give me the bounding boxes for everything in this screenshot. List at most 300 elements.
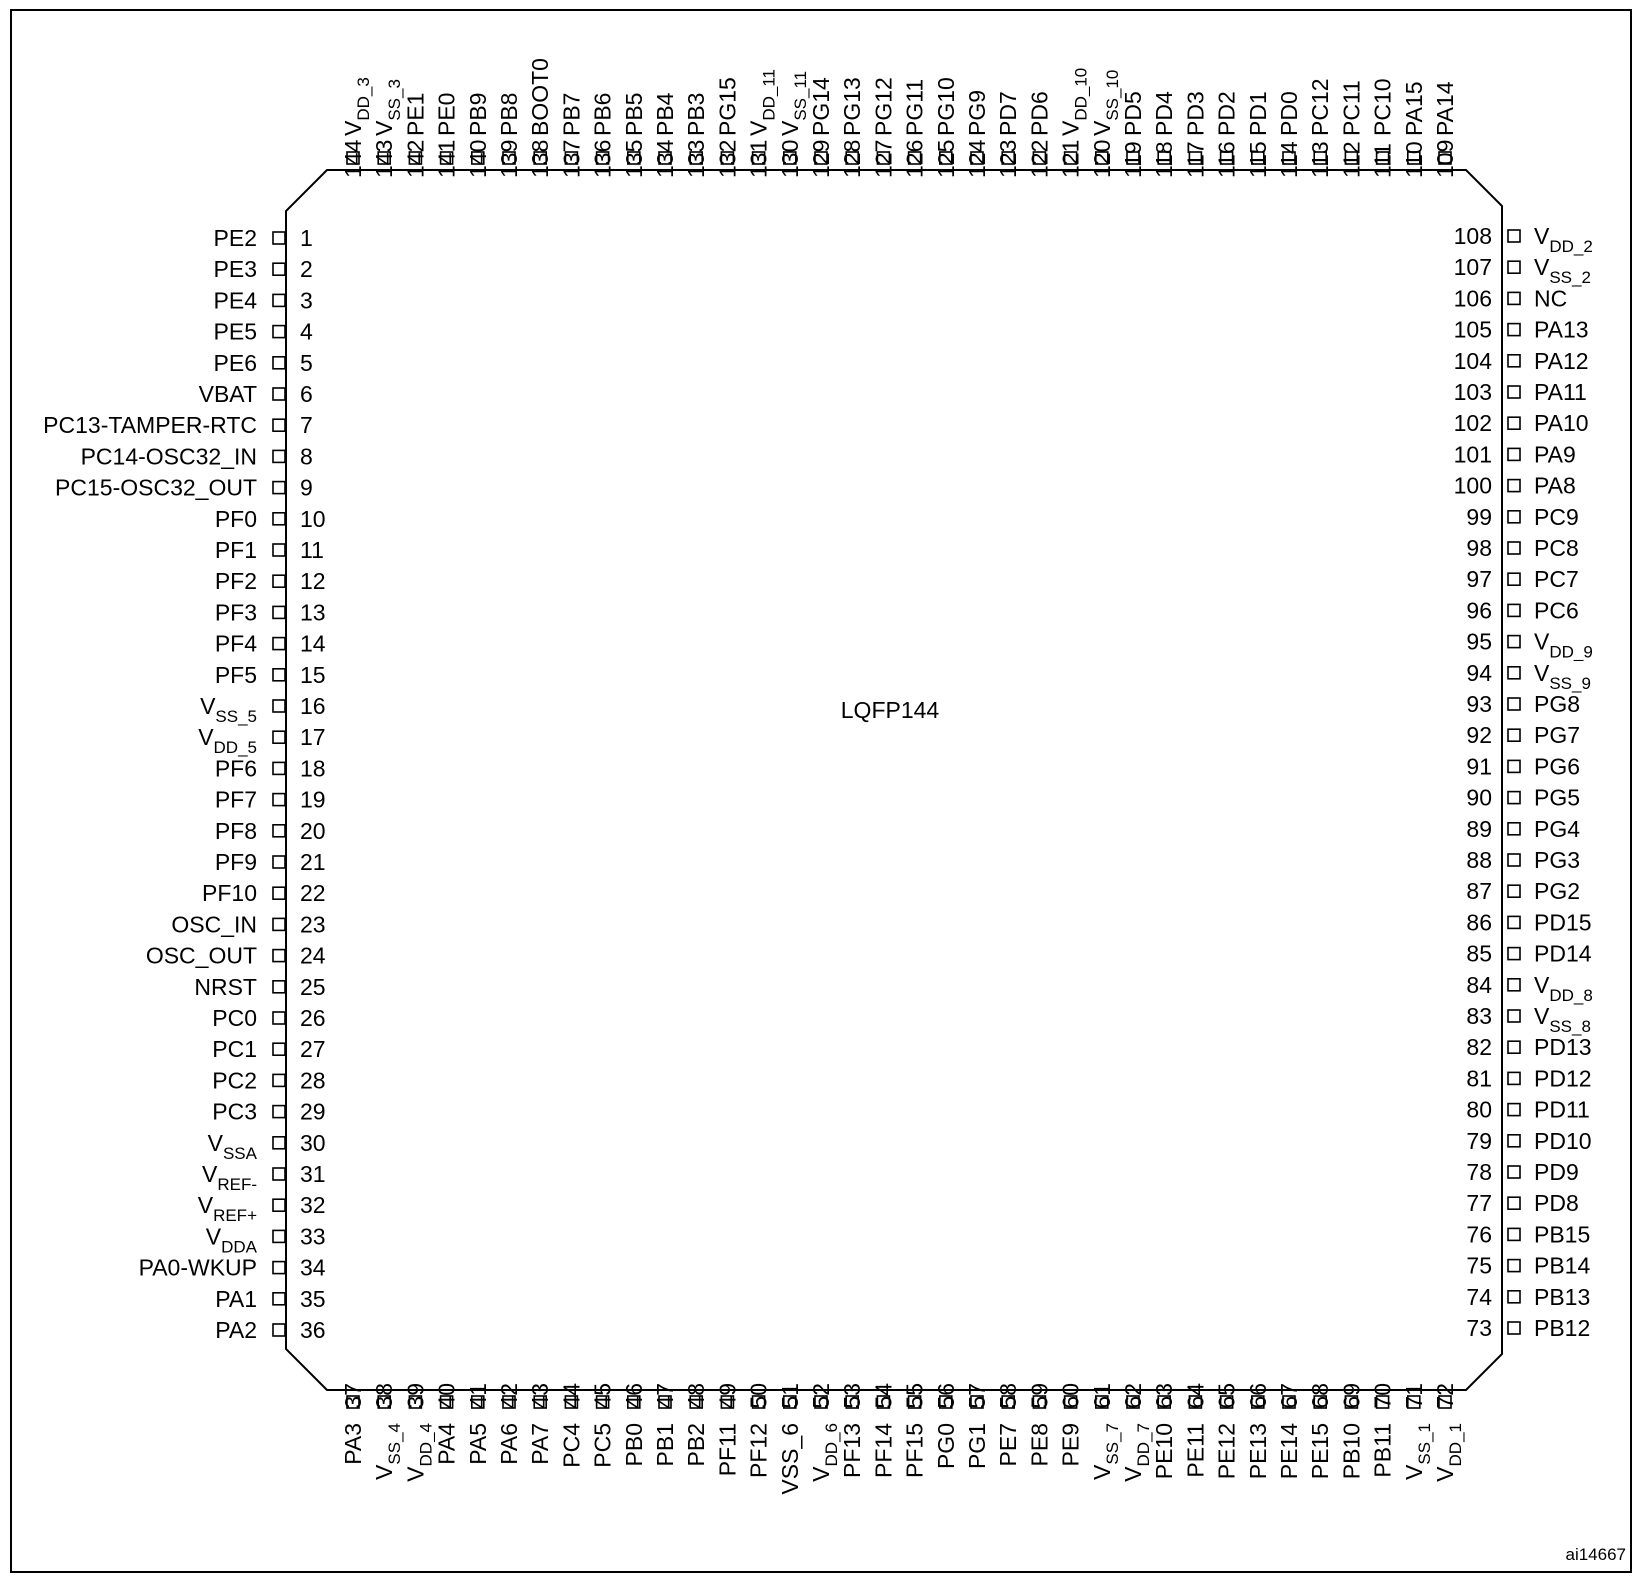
pin-number: 114 bbox=[1276, 141, 1302, 178]
pin-bottom-67 bbox=[1276, 1383, 1302, 1479]
pin-number: 80 bbox=[1466, 1096, 1492, 1123]
pin-label: $V_{SS\_1}$ bbox=[1400, 1423, 1434, 1480]
pin-top-138 bbox=[527, 58, 553, 178]
pin-number: 43 bbox=[527, 1383, 554, 1409]
pin-number: 26 bbox=[300, 1005, 326, 1031]
pin-label: PG8 bbox=[1534, 691, 1581, 717]
pin-number: 101 bbox=[1453, 441, 1492, 468]
pin-pad bbox=[273, 294, 285, 306]
pin-label: PF6 bbox=[214, 755, 257, 782]
pin-number: 142 bbox=[402, 139, 429, 178]
pin-label: $V_{SS\_9}$ bbox=[1534, 659, 1591, 693]
pin-number: 5 bbox=[300, 349, 313, 376]
pin-number: 32 bbox=[300, 1192, 326, 1219]
pin-bottom-65 bbox=[1214, 1383, 1240, 1479]
pin-number: 138 bbox=[527, 139, 554, 178]
pin-bottom-40 bbox=[434, 1383, 460, 1465]
pin-number: 40 bbox=[433, 1383, 460, 1409]
figure-id: ai14667 bbox=[1565, 1545, 1626, 1564]
pin-pad bbox=[273, 762, 285, 774]
pin-label: PD11 bbox=[1534, 1096, 1590, 1123]
pin-number: 88 bbox=[1466, 847, 1492, 873]
pin-top-126 bbox=[902, 79, 928, 178]
pin-pad bbox=[1508, 1072, 1520, 1084]
pin-label: PA6 bbox=[496, 1423, 522, 1465]
pin-number: 123 bbox=[995, 139, 1022, 178]
pin-number: 11 bbox=[300, 537, 324, 563]
pin-pad bbox=[273, 1043, 285, 1055]
pin-pad bbox=[273, 544, 285, 556]
pin-bottom-64 bbox=[1182, 1383, 1208, 1478]
pin-number: 92 bbox=[1466, 722, 1492, 749]
pin-pad bbox=[273, 1324, 285, 1336]
pin-label: PA9 bbox=[1534, 441, 1576, 468]
pin-label: PE9 bbox=[1057, 1423, 1084, 1467]
pin-top-134 bbox=[652, 92, 678, 178]
pin-label: PB2 bbox=[683, 1423, 710, 1467]
pin-bottom-59 bbox=[1026, 1383, 1052, 1466]
pin-number: 70 bbox=[1369, 1383, 1396, 1409]
pin-bottom-46 bbox=[621, 1383, 647, 1466]
pin-number: 34 bbox=[300, 1254, 326, 1281]
pin-bottom-43 bbox=[527, 1383, 553, 1465]
pin-pad bbox=[273, 326, 285, 338]
pin-top-133 bbox=[683, 93, 709, 178]
pin-top-137 bbox=[558, 93, 584, 178]
pin-number: 122 bbox=[1026, 139, 1053, 178]
pin-number: 78 bbox=[1466, 1159, 1492, 1185]
pin-label: PE15 bbox=[1307, 1423, 1334, 1480]
pin-bottom-44 bbox=[558, 1383, 584, 1468]
pin-label: PG1 bbox=[964, 1423, 990, 1470]
pin-number: 7 bbox=[300, 412, 313, 439]
pin-top-141 bbox=[434, 93, 460, 178]
pin-number: 104 bbox=[1453, 347, 1492, 374]
pin-pad bbox=[273, 1137, 285, 1149]
pin-pad bbox=[1508, 1322, 1520, 1334]
pin-number: 63 bbox=[1151, 1383, 1178, 1409]
pin-bottom-58 bbox=[995, 1383, 1021, 1466]
pin-number: 30 bbox=[300, 1129, 326, 1156]
pin-pad bbox=[273, 1074, 285, 1086]
pin-number: 108 bbox=[1453, 223, 1492, 249]
pin-bottom-42 bbox=[496, 1383, 522, 1465]
pin-bottom-70 bbox=[1370, 1383, 1396, 1478]
pin-top-125 bbox=[933, 77, 959, 178]
chip-label: LQFP144 bbox=[840, 697, 940, 723]
pin-left-23 bbox=[171, 911, 325, 937]
pin-number: 29 bbox=[300, 1098, 326, 1125]
pin-number: 141 bbox=[433, 139, 460, 178]
pin-top-127 bbox=[870, 77, 896, 178]
pin-label: $V_{DD\_1}$ bbox=[1432, 1423, 1465, 1482]
pin-number: 120 bbox=[1088, 139, 1115, 178]
pin-number: 15 bbox=[300, 661, 326, 688]
pin-number: 144 bbox=[340, 139, 366, 178]
pin-number: 8 bbox=[300, 443, 313, 470]
pin-label: PB12 bbox=[1534, 1315, 1591, 1341]
pin-label: PF15 bbox=[901, 1423, 928, 1478]
pin-bottom-45 bbox=[590, 1383, 616, 1468]
pin-number: 87 bbox=[1466, 878, 1492, 905]
pin-bottom-69 bbox=[1338, 1383, 1364, 1479]
pin-number: 31 bbox=[300, 1161, 326, 1187]
pin-label: PG14 bbox=[808, 77, 834, 136]
pin-label: PE10 bbox=[1151, 1423, 1178, 1480]
pin-pad bbox=[273, 1293, 285, 1305]
pin-number: 91 bbox=[1466, 753, 1492, 780]
pin-label: PE4 bbox=[213, 287, 257, 314]
pin-pad bbox=[1508, 979, 1520, 991]
pin-pad bbox=[273, 669, 285, 681]
pin-number: 128 bbox=[839, 139, 866, 178]
pin-label: BOOT0 bbox=[527, 58, 554, 136]
pin-pad bbox=[273, 950, 285, 962]
pin-number: 45 bbox=[589, 1383, 616, 1409]
pin-label: $V_{SS\_2}$ bbox=[1534, 254, 1591, 288]
pin-bottom-47 bbox=[652, 1383, 678, 1466]
pin-pad bbox=[273, 232, 285, 244]
pin-number: 42 bbox=[496, 1383, 522, 1409]
pin-label: PA8 bbox=[1534, 472, 1576, 499]
pin-label: PG11 bbox=[901, 78, 928, 136]
pin-top-136 bbox=[590, 93, 616, 178]
pin-top-132 bbox=[714, 77, 740, 178]
pin-label: PA0-WKUP bbox=[138, 1254, 257, 1281]
pin-label: PC12 bbox=[1307, 78, 1334, 136]
pin-label: $V_{SS\_8}$ bbox=[1534, 1003, 1591, 1036]
pin-label: PG10 bbox=[932, 77, 959, 136]
pin-label: PF1 bbox=[214, 537, 257, 563]
pin-label: PC15-OSC32_OUT bbox=[55, 474, 257, 501]
pin-pad bbox=[273, 575, 285, 587]
pin-number: 85 bbox=[1466, 940, 1492, 967]
pin-pad bbox=[273, 513, 285, 525]
pin-number: 56 bbox=[932, 1383, 959, 1409]
pin-label: PB6 bbox=[589, 92, 616, 136]
pin-pad bbox=[1508, 511, 1520, 523]
pin-bottom-49 bbox=[714, 1383, 740, 1476]
pin-label: PF10 bbox=[202, 880, 257, 907]
pin-number: 131 bbox=[745, 139, 772, 178]
pin-label: PA14 bbox=[1432, 81, 1458, 136]
pin-number: 27 bbox=[300, 1036, 326, 1063]
pin-number: 86 bbox=[1466, 909, 1492, 936]
pin-top-112 bbox=[1338, 80, 1364, 178]
pin-label: PC1 bbox=[212, 1036, 257, 1063]
pin-number: 12 bbox=[300, 568, 326, 595]
pin-number: 57 bbox=[964, 1383, 990, 1409]
pin-label: PB10 bbox=[1338, 1423, 1365, 1480]
pin-bottom-68 bbox=[1307, 1383, 1333, 1479]
pin-number: 74 bbox=[1466, 1283, 1492, 1310]
pin-label: PG2 bbox=[1534, 878, 1581, 905]
pin-label: OSC_IN bbox=[171, 911, 257, 938]
pin-label: PB13 bbox=[1534, 1283, 1591, 1310]
pin-label: PE14 bbox=[1276, 1423, 1302, 1480]
pin-label: PG5 bbox=[1534, 784, 1581, 811]
pin-number: 46 bbox=[620, 1383, 647, 1409]
pin-label: PG7 bbox=[1534, 722, 1581, 749]
pin-number: 44 bbox=[558, 1383, 585, 1409]
pin-label: VSS_6 bbox=[776, 1423, 803, 1495]
pin-number: 81 bbox=[1466, 1065, 1492, 1092]
pin-pad bbox=[273, 482, 285, 494]
pin-number: 121 bbox=[1057, 139, 1084, 178]
pin-pad bbox=[273, 1012, 285, 1024]
pin-label: PA1 bbox=[215, 1285, 257, 1312]
pin-label: PD4 bbox=[1151, 91, 1178, 136]
pin-top-119 bbox=[1120, 91, 1146, 178]
pin-label: PE5 bbox=[213, 318, 257, 345]
pin-label: PA13 bbox=[1534, 316, 1589, 343]
pin-top-123 bbox=[995, 91, 1021, 178]
pin-label: PC2 bbox=[212, 1067, 257, 1094]
pin-label: PE8 bbox=[1026, 1423, 1053, 1467]
pin-top-113 bbox=[1307, 78, 1333, 178]
pin-label: PC9 bbox=[1534, 503, 1579, 530]
pin-number: 33 bbox=[300, 1223, 326, 1250]
pin-number: 1 bbox=[300, 225, 313, 251]
pin-number: 21 bbox=[300, 849, 326, 875]
pin-label: PF8 bbox=[214, 817, 257, 844]
pin-number: 100 bbox=[1453, 472, 1492, 499]
pin-number: 109 bbox=[1432, 139, 1458, 178]
pin-label: $V_{SS\_10}$ bbox=[1088, 69, 1122, 136]
pin-pad bbox=[1508, 948, 1520, 960]
pin-label: $V_{SS\_5}$ bbox=[200, 693, 257, 726]
pin-number: 58 bbox=[995, 1383, 1022, 1409]
pin-number: 73 bbox=[1466, 1315, 1492, 1341]
pin-bottom-56 bbox=[933, 1383, 959, 1469]
pin-number: 48 bbox=[683, 1383, 710, 1409]
pin-top-142 bbox=[402, 93, 428, 178]
pin-pad bbox=[273, 1262, 285, 1274]
pin-label: PA2 bbox=[215, 1317, 257, 1343]
pin-top-111 bbox=[1370, 78, 1396, 178]
pin-number: 68 bbox=[1307, 1383, 1334, 1409]
pin-number: 98 bbox=[1466, 535, 1492, 561]
pin-pad bbox=[273, 1230, 285, 1242]
pin-number: 65 bbox=[1213, 1383, 1240, 1409]
pin-label: PD1 bbox=[1244, 91, 1271, 136]
pin-pad bbox=[1508, 1041, 1520, 1053]
pin-top-118 bbox=[1151, 91, 1177, 178]
pin-pad bbox=[1508, 1260, 1520, 1272]
pin-number: 2 bbox=[300, 256, 313, 283]
pin-label: PF11 bbox=[714, 1423, 741, 1477]
pin-label: $V_{DD\_9}$ bbox=[1534, 628, 1593, 662]
pin-pad bbox=[1508, 417, 1520, 429]
pin-number: 47 bbox=[652, 1383, 678, 1409]
pin-pad bbox=[1508, 916, 1520, 928]
pin-pad bbox=[1508, 698, 1520, 710]
pin-number: 66 bbox=[1244, 1383, 1271, 1409]
pin-number: 17 bbox=[300, 724, 326, 751]
pin-label: $V_{DD\_6}$ bbox=[808, 1423, 841, 1482]
pin-number: 117 bbox=[1182, 141, 1209, 178]
pin-label: PC4 bbox=[558, 1423, 585, 1468]
pin-bottom-57 bbox=[964, 1383, 990, 1469]
pin-pad bbox=[273, 263, 285, 275]
chip-package-outline bbox=[286, 170, 1502, 1390]
pin-label: PF9 bbox=[214, 849, 257, 875]
pin-label: PE3 bbox=[213, 256, 257, 283]
pin-label: PB7 bbox=[558, 92, 585, 136]
pin-number: 99 bbox=[1466, 503, 1492, 530]
pin-pad bbox=[273, 450, 285, 462]
pin-pad bbox=[1508, 292, 1520, 304]
pin-label: PB0 bbox=[620, 1423, 647, 1467]
pin-number: 55 bbox=[901, 1383, 928, 1409]
pin-label: $V_{DDA}$ bbox=[205, 1223, 257, 1257]
pin-pad bbox=[1508, 1135, 1520, 1147]
pin-label: $V_{REF+}$ bbox=[197, 1192, 257, 1226]
pin-label: PF3 bbox=[214, 599, 257, 626]
pin-label: PC5 bbox=[589, 1423, 616, 1468]
pin-label: PD12 bbox=[1534, 1065, 1592, 1092]
pin-number: 13 bbox=[300, 599, 326, 626]
pin-label: PB11 bbox=[1369, 1423, 1396, 1478]
pin-number: 111 bbox=[1369, 143, 1396, 178]
pin-pad bbox=[1508, 636, 1520, 648]
pin-pad bbox=[1508, 573, 1520, 585]
pin-number: 67 bbox=[1276, 1383, 1302, 1409]
pin-label: PE7 bbox=[995, 1423, 1022, 1467]
pin-number: 93 bbox=[1466, 691, 1492, 717]
pin-pad bbox=[1508, 386, 1520, 398]
pin-label: PF14 bbox=[870, 1423, 897, 1478]
pin-bottom-60 bbox=[1058, 1383, 1084, 1466]
pin-label: PB1 bbox=[652, 1423, 678, 1467]
pin-label: PC8 bbox=[1534, 535, 1579, 561]
pin-label: $V_{DD\_3}$ bbox=[340, 77, 373, 136]
pin-bottom-37 bbox=[340, 1383, 366, 1465]
pin-number: 119 bbox=[1120, 141, 1146, 178]
pin-label: PC11 bbox=[1338, 80, 1365, 136]
pin-number: 60 bbox=[1057, 1383, 1084, 1409]
pin-number: 83 bbox=[1466, 1003, 1492, 1029]
pin-label: PA5 bbox=[464, 1423, 491, 1465]
pin-label: PB5 bbox=[620, 92, 647, 136]
pin-pad bbox=[1508, 480, 1520, 492]
pin-number: 37 bbox=[340, 1383, 366, 1409]
pin-number: 23 bbox=[300, 911, 326, 938]
pin-label: PC0 bbox=[212, 1005, 257, 1031]
pin-label: PC7 bbox=[1534, 566, 1579, 593]
pin-pad bbox=[273, 825, 285, 837]
pin-number: 137 bbox=[558, 139, 585, 178]
pin-top-128 bbox=[839, 77, 865, 178]
pin-pad bbox=[1508, 261, 1520, 273]
pin-number: 72 bbox=[1432, 1383, 1458, 1409]
pin-number: 54 bbox=[870, 1383, 897, 1409]
pin-number: 134 bbox=[652, 139, 678, 178]
pin-label: PD7 bbox=[995, 91, 1022, 136]
pin-top-129 bbox=[808, 77, 834, 178]
pin-bottom-55 bbox=[902, 1383, 928, 1478]
pin-pad bbox=[273, 1168, 285, 1180]
pin-number: 75 bbox=[1466, 1252, 1492, 1279]
pin-number: 84 bbox=[1466, 971, 1492, 998]
pin-label: PC14-OSC32_IN bbox=[80, 443, 257, 470]
pin-number: 130 bbox=[776, 139, 803, 178]
pin-label: PD15 bbox=[1534, 909, 1592, 936]
pin-label: PA11 bbox=[1534, 379, 1587, 405]
pin-label: PE0 bbox=[433, 92, 460, 136]
pin-pad bbox=[1508, 1197, 1520, 1209]
pin-number: 79 bbox=[1466, 1127, 1492, 1154]
pin-label: $V_{DD\_7}$ bbox=[1120, 1423, 1153, 1482]
pin-number: 69 bbox=[1338, 1383, 1365, 1409]
pin-label: PE1 bbox=[402, 92, 429, 136]
pin-pad bbox=[1508, 1291, 1520, 1303]
pin-label: $V_{DD\_10}$ bbox=[1057, 67, 1091, 136]
pin-number: 38 bbox=[371, 1383, 398, 1409]
pin-top-109 bbox=[1432, 81, 1458, 178]
pin-label: PF2 bbox=[214, 568, 257, 595]
pin-label: PG13 bbox=[839, 77, 866, 136]
pin-pad bbox=[273, 981, 285, 993]
pin-label: PE12 bbox=[1213, 1423, 1240, 1480]
pin-label: PA4 bbox=[433, 1423, 460, 1465]
pin-top-117 bbox=[1182, 91, 1208, 178]
pin-label: PB8 bbox=[496, 92, 522, 136]
pin-label: PA10 bbox=[1534, 410, 1589, 437]
pin-top-122 bbox=[1026, 91, 1052, 178]
pin-bottom-53 bbox=[839, 1383, 865, 1478]
pin-number: 103 bbox=[1453, 379, 1492, 405]
pin-pad bbox=[1508, 792, 1520, 804]
pin-number: 136 bbox=[589, 139, 616, 178]
pin-label: PC10 bbox=[1369, 78, 1396, 136]
pin-label: PC3 bbox=[212, 1098, 257, 1125]
pin-number: 6 bbox=[300, 381, 313, 407]
pin-label: PC13-TAMPER-RTC bbox=[43, 412, 257, 439]
pin-pad bbox=[1508, 542, 1520, 554]
pin-number: 115 bbox=[1244, 141, 1271, 178]
pin-bottom-50 bbox=[746, 1383, 772, 1478]
pin-number: 107 bbox=[1453, 254, 1492, 281]
pin-pad bbox=[273, 419, 285, 431]
pin-bottom-54 bbox=[870, 1383, 896, 1478]
pin-number: 139 bbox=[496, 139, 522, 178]
pin-bottom-63 bbox=[1151, 1383, 1177, 1479]
pin-bottom-66 bbox=[1245, 1383, 1271, 1479]
pin-pad bbox=[1508, 1166, 1520, 1178]
pin-number: 124 bbox=[964, 139, 990, 178]
pin-label: PF4 bbox=[214, 630, 257, 657]
pin-pad bbox=[1508, 1104, 1520, 1116]
pin-label: PD6 bbox=[1026, 91, 1053, 136]
pin-label: PD14 bbox=[1534, 940, 1592, 967]
pin-number: 62 bbox=[1120, 1383, 1146, 1409]
pin-number: 25 bbox=[300, 973, 326, 1000]
pin-label: PA3 bbox=[340, 1423, 366, 1465]
pin-number: 77 bbox=[1466, 1190, 1492, 1217]
pin-label: PD8 bbox=[1534, 1190, 1579, 1217]
pin-pad bbox=[273, 887, 285, 899]
pin-bottom-51 bbox=[777, 1383, 803, 1495]
pin-pad bbox=[1508, 1228, 1520, 1240]
pin-number: 64 bbox=[1182, 1383, 1209, 1409]
pin-label: NRST bbox=[194, 973, 257, 1000]
pin-label: PF12 bbox=[745, 1423, 772, 1478]
pin-pad bbox=[1508, 729, 1520, 741]
pin-pad bbox=[1508, 667, 1520, 679]
pin-top-116 bbox=[1214, 91, 1240, 178]
pin-number: 112 bbox=[1338, 141, 1365, 178]
